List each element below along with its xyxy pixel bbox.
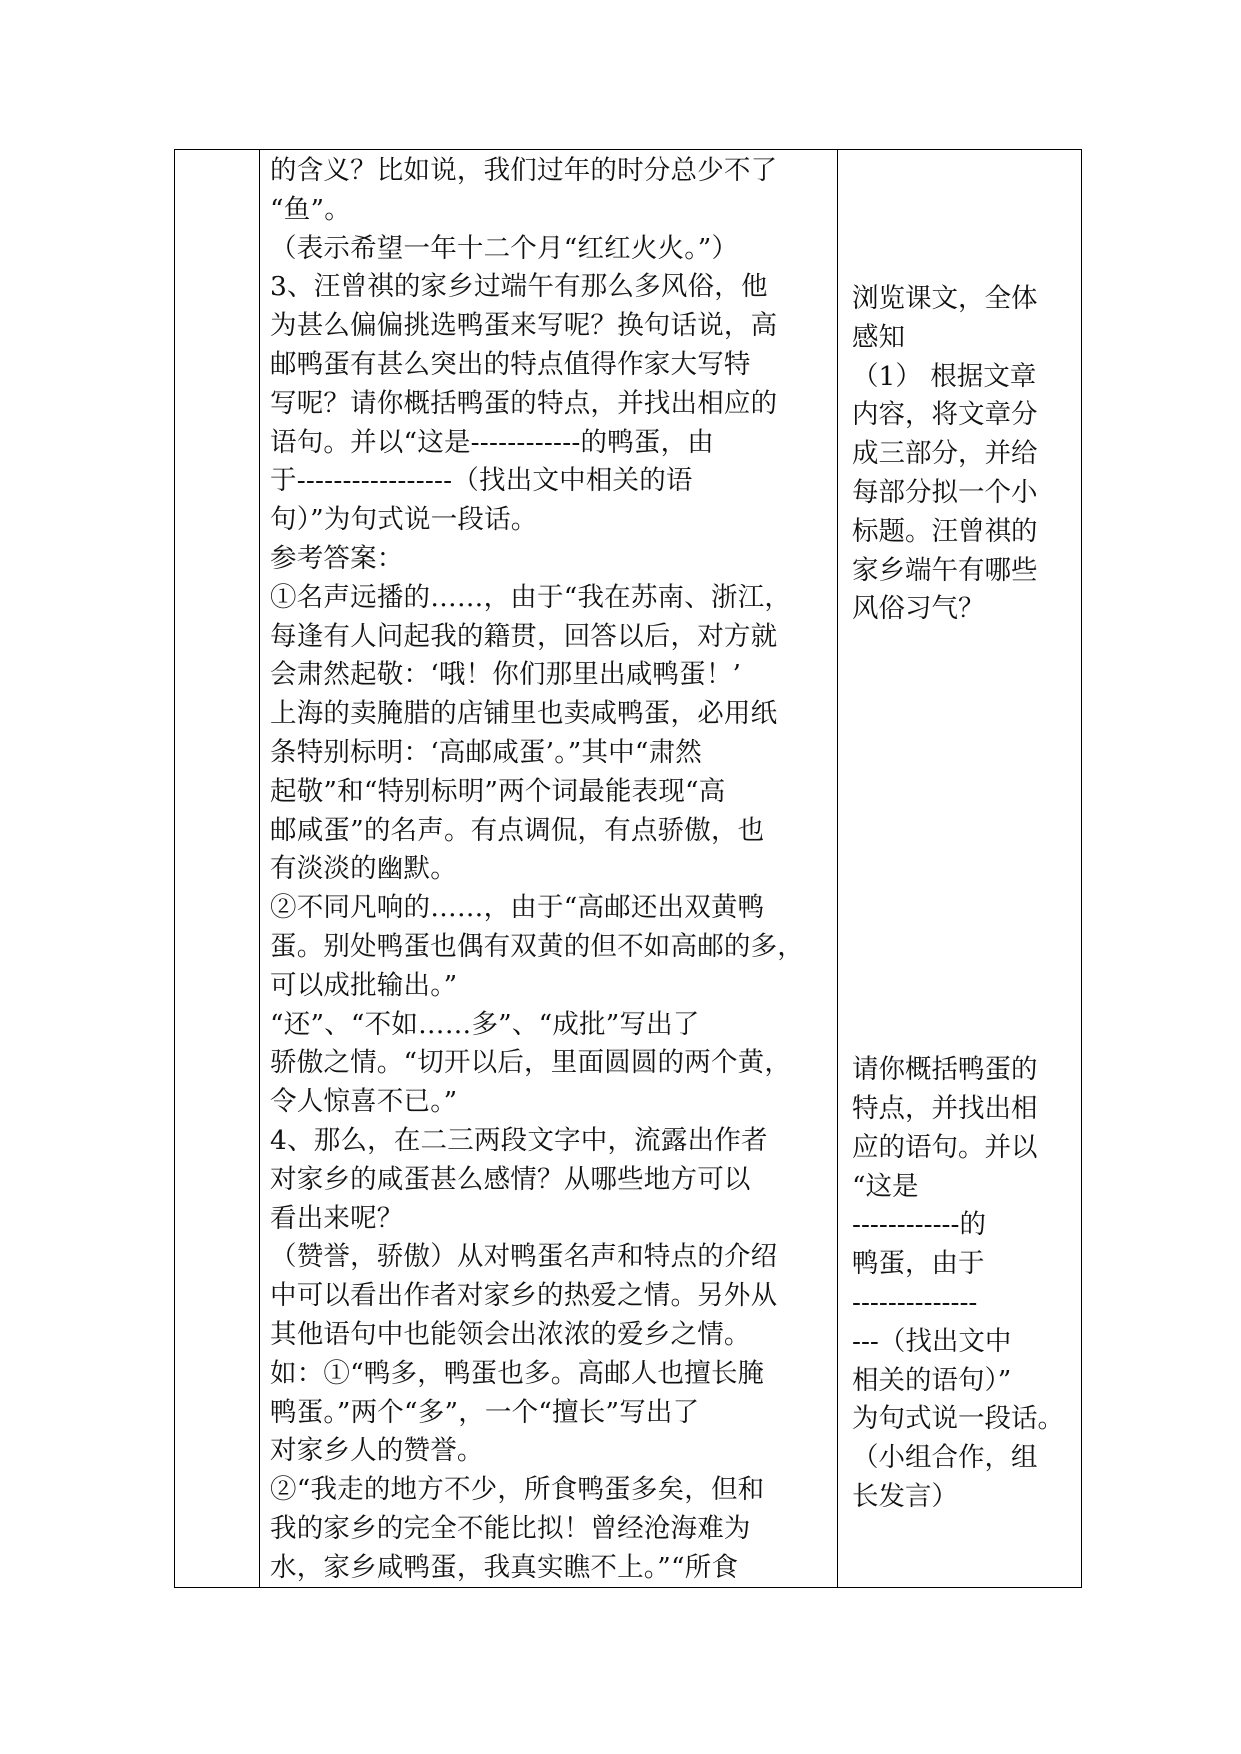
activity-line: 为句式说一段话。 — [852, 1403, 1064, 1435]
teaching-content-text — [260, 152, 837, 1587]
activity-line: 长发言） — [852, 1480, 958, 1512]
content-line: 条特别标明：‘高邮咸蛋’。”其中“肃然 — [270, 736, 702, 768]
student-activity-column — [838, 150, 1082, 1588]
activity-line: 特点，并找出相 — [852, 1092, 1038, 1124]
content-line: 看出来呢？ — [270, 1202, 404, 1234]
activity-line: -------------- — [852, 1286, 978, 1318]
activity-line: 每部分拟一个小 — [852, 476, 1038, 508]
content-line: ①名声远播的……，由于“我在苏南、浙江， — [270, 581, 792, 613]
content-line: 的含义？比如说，我们过年的时分总少不了 — [270, 155, 778, 186]
content-line: 写呢？请你概括鸭蛋的特点，并找出相应的 — [270, 387, 778, 419]
activity-line: （1） 根据文章 — [852, 360, 1037, 392]
lesson-plan-table — [174, 149, 1082, 1588]
activity-line: 成三部分，并给 — [852, 438, 1038, 470]
content-line: 令人惊喜不已。” — [270, 1086, 458, 1118]
activity-line: ---（找出文中 — [852, 1325, 1012, 1357]
content-line: 语句。并以“这是------------的鸭蛋，由 — [270, 426, 714, 458]
content-line: 中可以看出作者对家乡的热爱之情。另外从 — [270, 1280, 778, 1312]
activity-line: “这是 — [852, 1170, 919, 1202]
content-line: 如：①“鸭多，鸭蛋也多。高邮人也擅长腌 — [270, 1357, 765, 1389]
content-line: 邮咸蛋”的名声。有点调侃，有点骄傲，也 — [270, 814, 765, 846]
teaching-content-column — [260, 150, 838, 1588]
column-gap — [852, 629, 1077, 1051]
content-line: 水，家乡咸鸭蛋，我真实瞧不上。”“所食 — [270, 1551, 739, 1583]
content-line: 鸭蛋。”两个“多”，一个“擅长”写出了 — [270, 1396, 700, 1428]
content-line: 4、那么，在二三两段文字中，流露出作者 — [270, 1124, 768, 1156]
activity-line: 感知 — [852, 321, 905, 353]
content-line: 会肃然起敬：‘哦！你们那里出咸鸭蛋！’ — [270, 659, 742, 691]
activity-line: 家乡端午有哪些 — [852, 554, 1038, 586]
content-line: 有淡淡的幽默。 — [270, 853, 457, 885]
content-line: 3、汪曾祺的家乡过端午有那么多风俗，他 — [270, 271, 768, 303]
activity-line: 鸭蛋，由于 — [852, 1248, 985, 1280]
content-line: 其他语句中也能领会出浓浓的爱乡之情。 — [270, 1318, 751, 1350]
activity-line: 相关的语句）” — [852, 1364, 1012, 1396]
content-line: 邮鸭蛋有甚么突出的特点值得作家大写特 — [270, 348, 751, 380]
content-line: 骄傲之情。“切开以后，里面圆圆的两个黄， — [270, 1047, 792, 1079]
activity-line: （小组合作，组 — [852, 1442, 1038, 1474]
student-activity-text — [838, 150, 1081, 1517]
activity-line: 标题。汪曾祺的 — [852, 515, 1038, 547]
column-top-space — [852, 150, 1077, 280]
content-line: 参考答案： — [270, 542, 404, 574]
activity-line: 内容，将文章分 — [852, 399, 1038, 431]
content-line: 蛋。别处鸭蛋也偶有双黄的但不如高邮的多， — [270, 930, 804, 962]
activity-block-overview — [852, 280, 1077, 629]
content-line: 对家乡人的赞誉。 — [270, 1435, 484, 1467]
activity-line: ------------的 — [852, 1209, 986, 1241]
activity-line: 浏览课文，全体 — [852, 283, 1038, 314]
content-line: 起敬”和“特别标明”两个词最能表现“高 — [270, 775, 726, 807]
activity-line: 请你概括鸭蛋的 — [852, 1054, 1038, 1086]
content-line: 为甚么偏偏挑选鸭蛋来写呢？换句话说，高 — [270, 310, 778, 342]
activity-block-summarize — [852, 1051, 1077, 1517]
content-line: 我的家乡的完全不能比拟！曾经沧海难为 — [270, 1512, 751, 1544]
content-line: 于-----------------（找出文中相关的语 — [270, 465, 693, 497]
content-line: ②“我走的地方不少，所食鸭蛋多矣，但和 — [270, 1474, 765, 1506]
content-line: “还”、“不如……多”、“成批”写出了 — [270, 1008, 700, 1040]
activity-line: 风俗习气？ — [852, 593, 985, 625]
content-line: （赞誉，骄傲）从对鸭蛋名声和特点的介绍 — [270, 1241, 778, 1273]
content-line: 可以成批输出。” — [270, 969, 458, 1001]
content-line: “鱼”。 — [270, 193, 351, 225]
table-row — [175, 150, 1082, 1588]
activity-line: 应的语句。并以 — [852, 1131, 1038, 1163]
content-line: 句）”为句式说一段话。 — [270, 504, 538, 536]
content-line: 对家乡的咸蛋甚么感情？从哪些地方可以 — [270, 1163, 751, 1195]
content-line: 每逢有人问起我的籍贯，回答以后，对方就 — [270, 620, 778, 652]
blank-left-column — [175, 150, 260, 1588]
content-line: （表示希望一年十二个月“红红火火。”） — [270, 232, 739, 264]
content-line: ②不同凡响的……，由于“高邮还出双黄鸭 — [270, 892, 765, 924]
content-line: 上海的卖腌腊的店铺里也卖咸鸭蛋，必用纸 — [270, 698, 778, 730]
